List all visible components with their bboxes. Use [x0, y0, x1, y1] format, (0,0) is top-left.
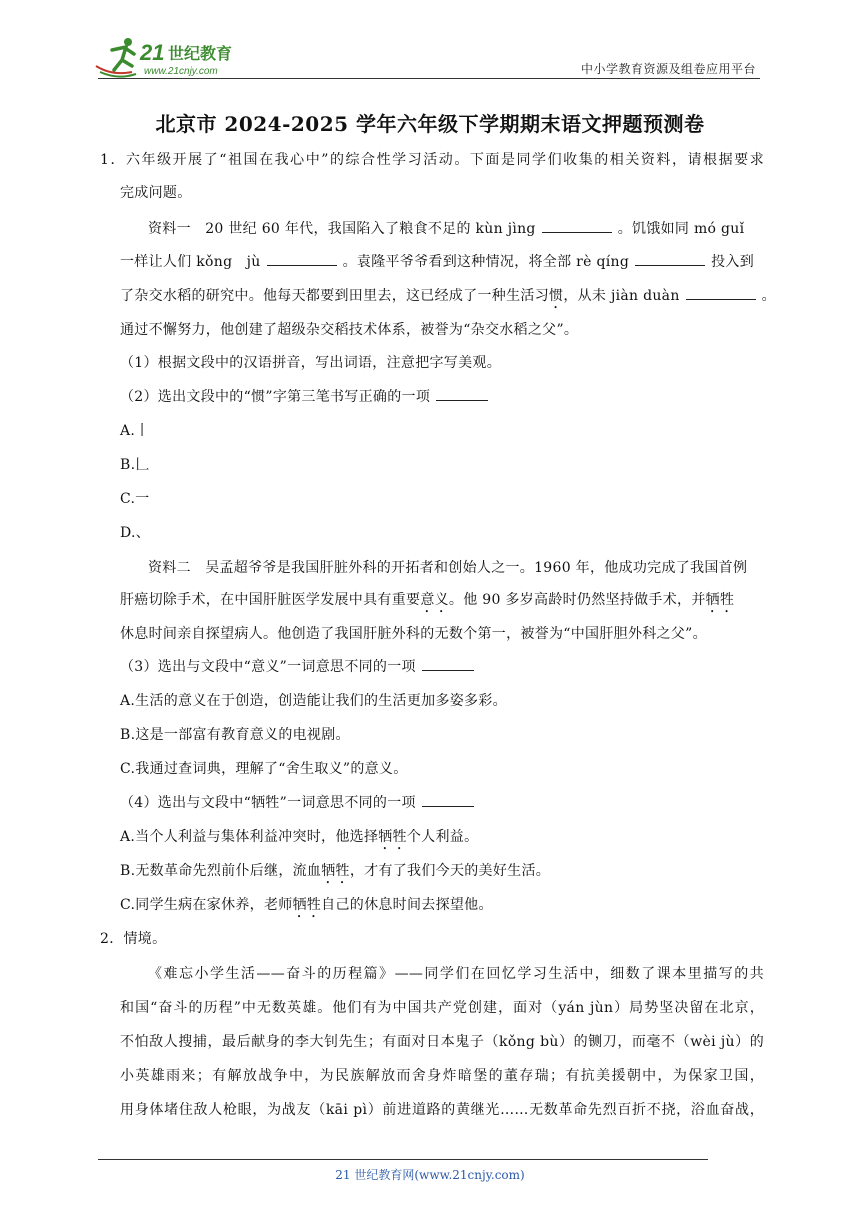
- material2-line2: [120, 590, 764, 616]
- option-text: 个人利益。: [406, 829, 479, 845]
- option-2a[interactable]: A.丨: [120, 423, 150, 439]
- sub-question-1: （1）根据文段中的汉语拼音，写出词语，注意把字写美观。: [120, 355, 502, 371]
- material2-line1: 资料二 吴孟超爷爷是我国肝脏外科的开拓者和创始人之一。1960 年，他成功完成了我国首例: [148, 560, 748, 576]
- material2-line3: 休息时间亲自探望病人。他创造了我国肝脏外科的无数个第一，被誉为“中国肝胆外科之父”。: [120, 626, 707, 642]
- option-text: 自己的休息时间去探望他。: [321, 897, 493, 913]
- option-text: C.同学生病在家休养，老师: [120, 897, 293, 913]
- q2-para-line4: 小英雄雨来；有解放战争中，为民族解放而舍身炸暗堡的董存瑞；有抗美援朝中，为保家卫国，: [120, 1068, 764, 1084]
- option-3c[interactable]: C.我通过查词典，理解了“舍生取义”的意义。: [120, 761, 408, 777]
- material1-text: 。袁隆平爷爷看到这种情况，将全部 rè qíng: [342, 254, 630, 270]
- material1-text: 。: [761, 288, 776, 304]
- sub-question-3: [120, 657, 784, 677]
- answer-blank[interactable]: [635, 253, 705, 266]
- header-divider: [98, 78, 760, 79]
- material2-text: 。他 90 多岁高龄时仍然坚持做手术，并: [448, 592, 706, 608]
- dotted-word: 意义: [420, 592, 449, 608]
- option-3b[interactable]: B.这是一部富有教育意义的电视剧。: [120, 727, 350, 743]
- option-4a[interactable]: [120, 827, 784, 853]
- material1-line2: [120, 252, 764, 272]
- q2-para-line3: 不怕敌人搜捕，最后献身的李大钊先生；有面对日本鬼子（kǒng bù）的铡刀，而毫不（wèi jù）的: [120, 1034, 764, 1050]
- dotted-word: 牺牲: [321, 863, 350, 879]
- answer-blank[interactable]: [422, 794, 474, 807]
- material1-text: ，从未 jiàn duàn: [563, 288, 680, 304]
- sub-question-text: （2）选出文段中的“惯”字第三笔书写正确的一项: [120, 389, 431, 405]
- material1-text: 了杂交水稻的研究中。他每天都要到田里去，这已经成了一种生活习: [120, 288, 549, 304]
- q2-para-line5: 用身体堵住敌人枪眼，为战友（kāi pì）前进道路的黄继光……无数革命先烈百折不挠，浴血奋战，: [120, 1102, 764, 1118]
- material2-text: 肝癌切除手术，在中国肝脏医学发展中具有重要: [120, 592, 421, 608]
- sub-question-text: （4）选出与文段中“牺牲”一词意思不同的一项: [120, 795, 416, 811]
- sub-question-text: （3）选出与文段中“意义”一词意思不同的一项: [120, 659, 416, 675]
- answer-blank[interactable]: [436, 388, 488, 401]
- answer-blank[interactable]: [686, 287, 756, 300]
- material1-text: 一样让人们 kǒng jù: [120, 254, 261, 270]
- svg-text:www.21cnjy.com: www.21cnjy.com: [144, 66, 218, 77]
- site-logo[interactable]: [92, 36, 262, 80]
- q1-stem-line1: 1．六年级开展了“祖国在我心中”的综合性学习活动。下面是同学们收集的相关资料，请根据要求: [100, 152, 764, 168]
- option-text: ，才有了我们今天的美好生活。: [349, 863, 551, 879]
- material1-text: 。饥饿如同 mó guǐ: [617, 221, 745, 237]
- sub-question-4: [120, 793, 784, 813]
- dotted-word: 牺牲: [705, 592, 735, 608]
- option-text: A.当个人利益与集体利益冲突时，他选择: [120, 829, 379, 845]
- page-title: 北京市 2024-2025 学年六年级下学期期末语文押题预测卷: [155, 112, 705, 136]
- dotted-word: 牺牲: [292, 897, 322, 913]
- answer-blank[interactable]: [422, 658, 474, 671]
- material1-line1: [148, 219, 764, 239]
- option-text: B.无数革命先烈前仆后继，流血: [120, 863, 322, 879]
- q1-stem-line2: 完成问题。: [120, 185, 192, 201]
- running-man-logo-icon: [92, 36, 262, 80]
- q2-para-line2: 和国“奋斗的历程”中无数英雄。他们有为中国共产党创建，面对（yán jùn）局势坚决留在北京，: [120, 1000, 764, 1016]
- option-4b[interactable]: [120, 861, 784, 887]
- option-2d[interactable]: D.、: [120, 525, 151, 541]
- q2-stem: 2．情境。: [100, 931, 167, 947]
- material1-text: 资料一 20 世纪 60 年代，我国陷入了粮食不足的 kùn jìng: [148, 221, 536, 237]
- svg-text:世纪教育: 世纪教育: [168, 44, 233, 63]
- platform-name: 中小学教育资源及组卷应用平台: [580, 62, 756, 76]
- material1-text: 投入到: [711, 254, 755, 270]
- sub-question-2: [120, 387, 784, 407]
- option-2b[interactable]: B.𠃊: [120, 457, 150, 473]
- footer-divider: [98, 1159, 708, 1160]
- material1-line3: [120, 286, 776, 312]
- dotted-char: 惯: [549, 288, 564, 304]
- option-2c[interactable]: C.一: [120, 491, 150, 507]
- footer-link[interactable]: 21 世纪教育网(www.21cnjy.com): [335, 1168, 525, 1182]
- svg-text:21: 21: [140, 40, 165, 65]
- answer-blank[interactable]: [267, 253, 337, 266]
- option-4c[interactable]: [120, 895, 784, 921]
- q2-para-line1: 《难忘小学生活——奋斗的历程篇》——同学们在回忆学习生活中，细数了课本里描写的共: [148, 966, 764, 982]
- answer-blank[interactable]: [542, 220, 612, 233]
- option-3a[interactable]: A.生活的意义在于创造，创造能让我们的生活更加多姿多彩。: [120, 693, 507, 709]
- page-header: [0, 0, 860, 90]
- dotted-word: 牺牲: [378, 829, 407, 845]
- material1-line4: 通过不懈努力，他创建了超级杂交稻技术体系，被誉为“杂交水稻之父”。: [120, 322, 579, 338]
